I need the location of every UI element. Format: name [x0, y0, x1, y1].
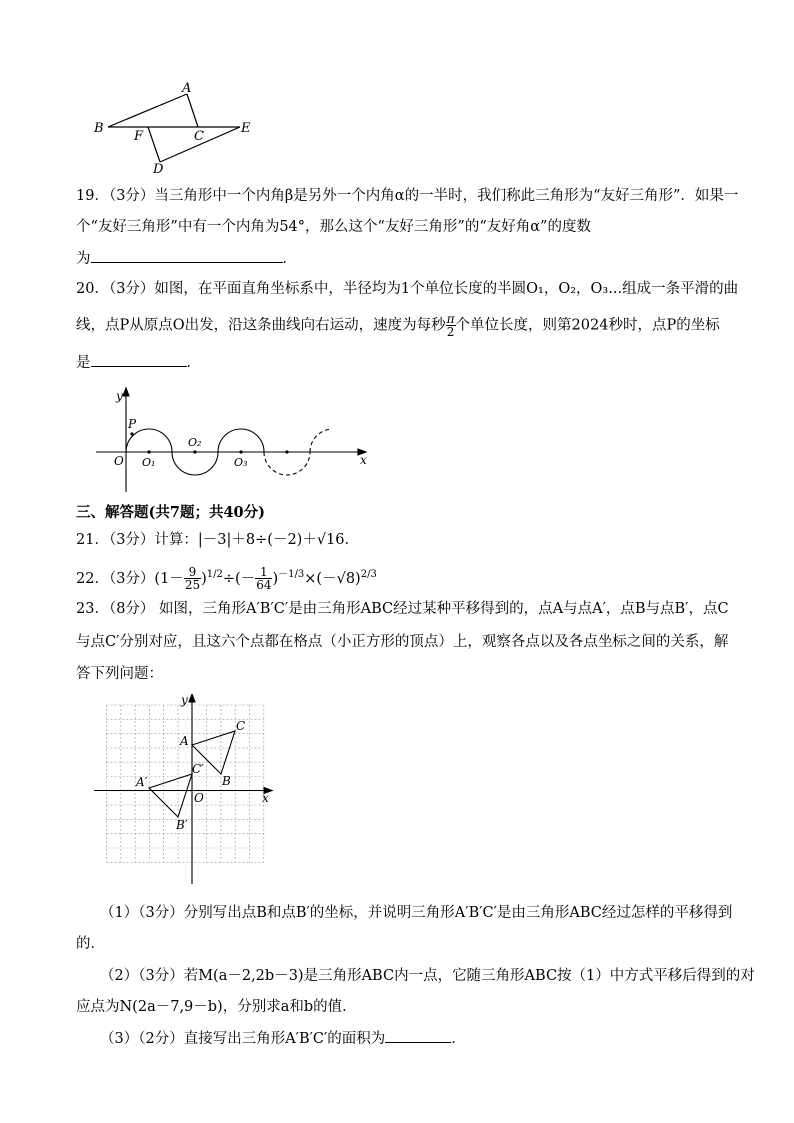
point-P-label: P — [128, 417, 137, 431]
label-F: F — [134, 129, 144, 144]
triangle-A1B1C1 — [149, 774, 192, 817]
origin-label: O — [114, 454, 124, 468]
q20-line3 — [76, 352, 201, 373]
q23-line1: 23．（8分） 如图，三角形A′B′C′是由三角形ABC经过某种平移得到的，点A与点A′，点B与点B′，点C — [76, 601, 729, 617]
q23-part2-line1: （2）（3分）若M(a－2,2b－3)是三角形ABC内一点，它随三角形ABC按（1）中方式平移后得到的对 — [100, 968, 755, 984]
label-A: A — [182, 81, 192, 96]
point-B1-label: B′ — [176, 818, 188, 832]
q22-line: 22．（3分）(1－ $\frac{9}{25}$ )$^{1/2}$÷(－ $\frac{1}{64}$ )$^{-1/3}\times(-√8)^{2/3}$ — [76, 565, 377, 593]
q20-speed-fraction: $\frac{\pi}{2}$ — [446, 312, 455, 339]
q23-line2: 与点C′分别对应，且这六个点都在格点（小正方形的顶点）上，观察各点以及各点坐标之间的关系，解 — [76, 634, 729, 650]
translation-grid-figure — [94, 694, 284, 884]
point-C-label: C — [236, 719, 246, 733]
center-O1-label: O₁ — [142, 456, 156, 469]
axis-y-label: y — [116, 389, 123, 403]
q23-part1-line2: 的． — [76, 936, 105, 952]
center-O3-label: O₃ — [234, 456, 248, 469]
label-E: E — [241, 121, 251, 136]
q23-line3: 答下列问题： — [76, 666, 163, 682]
center-O2-label: O₂ — [188, 436, 202, 449]
triangle-figure-top — [90, 78, 260, 178]
point-C1-label: C′ — [192, 762, 204, 776]
point-B-label: B — [222, 774, 231, 788]
q23-part2-line2: 应点为N(2a－7,9－b)，分别求a和b的值． — [76, 999, 357, 1015]
q20-answer-blank[interactable] — [91, 352, 187, 367]
q20-line2-b: 个单位长度，则第2024秒时，点P的坐标 — [455, 317, 720, 334]
label-B: B — [94, 121, 104, 136]
point-A-label: A — [180, 734, 189, 748]
origin-label: O — [194, 791, 204, 805]
semicircle-curve-figure — [90, 384, 380, 496]
label-D: D — [153, 162, 164, 177]
axis-x-label: x — [262, 791, 269, 805]
q19-suffix: ． — [282, 251, 297, 267]
q20-suffix: ． — [186, 355, 201, 371]
q23-part3-line: （3）（2分）直接写出三角形A′B′C′的面积为 ． — [100, 1028, 466, 1049]
q20-line2-a: 线，点P从原点O出发，沿这条曲线向右运动，速度为每秒 — [76, 317, 446, 334]
label-C: C — [194, 129, 204, 144]
q19-line1: 19．（3分）当三角形中一个内角β是另外一个内角α的一半时，我们称此三角形为“友好三角形”．如果一 — [76, 188, 739, 204]
section-title: 三、解答题(共7题；共40分) — [76, 504, 265, 521]
q23-area-answer-blank[interactable] — [385, 1028, 451, 1043]
point-A1-label: A′ — [136, 775, 148, 789]
q19-line3 — [76, 248, 297, 269]
q20-line2 — [76, 313, 720, 338]
q19-line2: 个“友好三角形”中有一个内角为54°，那么这个“友好三角形”的“友好角α”的度数 — [76, 219, 591, 235]
q19-prefix: 为 — [76, 251, 91, 267]
q21-line: 21．（3分）计算：|－3|＋8÷(－2)＋√16． — [76, 532, 360, 548]
axis-x-label: x — [360, 453, 367, 467]
axis-y-label: y — [181, 694, 188, 707]
q19-answer-blank[interactable] — [91, 248, 283, 263]
q20-line1: 20．（3分）如图，在平面直角坐标系中，半径均为1个单位长度的半圆O₁，O₂，O₃...组成一条平滑的曲 — [76, 281, 739, 297]
q23-part1-line1: （1）（3分）分别写出点B和点B′的坐标，并说明三角形A′B′C′是由三角形ABC经过怎样的平移得到 — [100, 905, 733, 921]
q20-prefix: 是 — [76, 355, 91, 371]
